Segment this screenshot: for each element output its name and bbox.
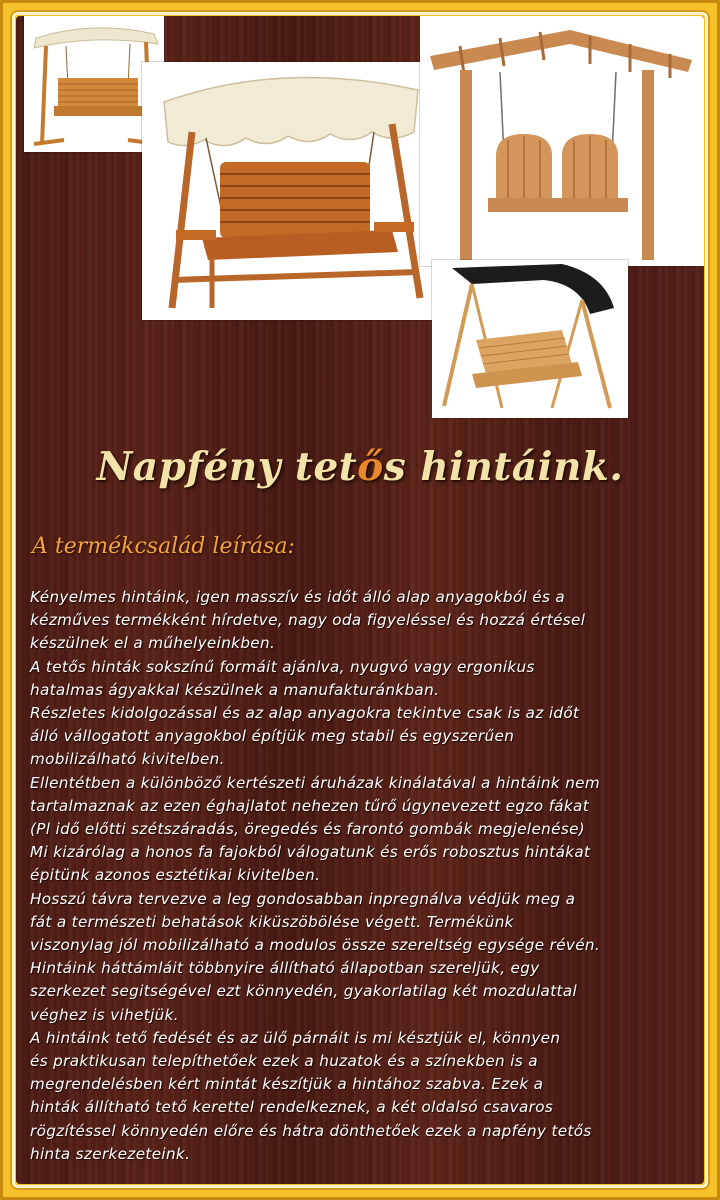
description-line: álló vállogatott anyagokbol építjük meg stabil és egyszerűen xyxy=(30,727,515,746)
wood-background-panel xyxy=(16,16,704,1184)
pergola-double-chair-swing-photo xyxy=(420,16,704,266)
description-line: készülnek el a műhelyeinkben. xyxy=(30,634,276,653)
page-title xyxy=(16,444,704,490)
roof-swing-icon xyxy=(432,260,628,418)
description-line: tartalmaznak az ezen éghajlatot nehezen tűrő úgynevezett egzo fákat xyxy=(30,796,590,815)
product-description xyxy=(30,586,704,1166)
description-line: Részletes kidolgozással és az alap anyagokra tekintve csak is az időt xyxy=(30,704,580,723)
description-line: és praktikusan telepíthetőek ezek a huzatok és a színekben is a xyxy=(30,1052,538,1071)
description-line: viszonylag jól mobilizálható a modulos össze szereltség egysége révén. xyxy=(30,936,601,955)
description-line: mobilizálható kivitelben. xyxy=(30,750,225,769)
description-line: fát a természeti behatások kiküszöbölése végett. Termékünk xyxy=(30,912,514,931)
description-line: (Pl idő előtti szétszáradás, öregedés és farontó gombák megjelenése) xyxy=(30,820,586,839)
description-line: A hintáink tető fedését és az ülő párnáit is mi késztjük el, könnyen xyxy=(30,1028,561,1047)
black-roof-swing-photo xyxy=(432,260,628,418)
description-line: kézműves termékként hírdetve, nagy oda figyeléssel és hozzá értésel xyxy=(30,611,586,630)
title-part-2: s hintáink. xyxy=(383,444,624,490)
description-line: Kényelmes hintáink, igen masszív és időt álló alap anyagokból és a xyxy=(30,588,566,606)
description-line: Hosszú távra tervezve a leg gondosabban inpregnálva védjük meg a xyxy=(30,889,576,908)
canopy-swing-icon xyxy=(142,62,432,320)
description-line: hatalmas ágyakkal készülnek a manufakturánkban. xyxy=(30,680,440,699)
description-line: szerkezet segitségével ezt könnyedén, gyakorlatilag két mozdulattal xyxy=(30,982,578,1001)
section-heading: A termékcsalád leírása: xyxy=(32,534,295,559)
description-line: Hintáink háttámláit többnyire állítható állapotban szereljük, egy xyxy=(30,959,540,978)
description-line: hinták állítható tető kerettel rendelkeznek, a két oldalsó csavaros xyxy=(30,1098,554,1117)
title-accent-letter: ő xyxy=(357,444,384,490)
description-line: A tetős hinták sokszínű formáit ajánlva, nyugvó vagy ergonikus xyxy=(30,657,535,676)
description-line: rögzítéssel könnyedén előre és hátra dönthetőek ezek a napfény tetős xyxy=(30,1121,592,1140)
description-line: épitünk azonos esztétikai kivitelben. xyxy=(30,866,321,885)
description-line: Ellentétben a különböző kertészeti áruházak kinálatával a hintáink nem xyxy=(30,773,601,792)
pergola-swing-icon xyxy=(420,16,704,266)
description-line: véghez is vihetjük. xyxy=(30,1005,179,1024)
description-line: Mi kizárólag a honos fa fajokból válogatunk és erős robosztus hintákat xyxy=(30,843,591,862)
title-part-1: Napfény tet xyxy=(96,444,358,490)
description-line: megrendelésben kért mintát készítjük a hintához szabva. Ezek a xyxy=(30,1075,544,1094)
large-canopy-swing-photo xyxy=(142,62,432,320)
description-line: hinta szerkezeteink. xyxy=(30,1144,191,1163)
